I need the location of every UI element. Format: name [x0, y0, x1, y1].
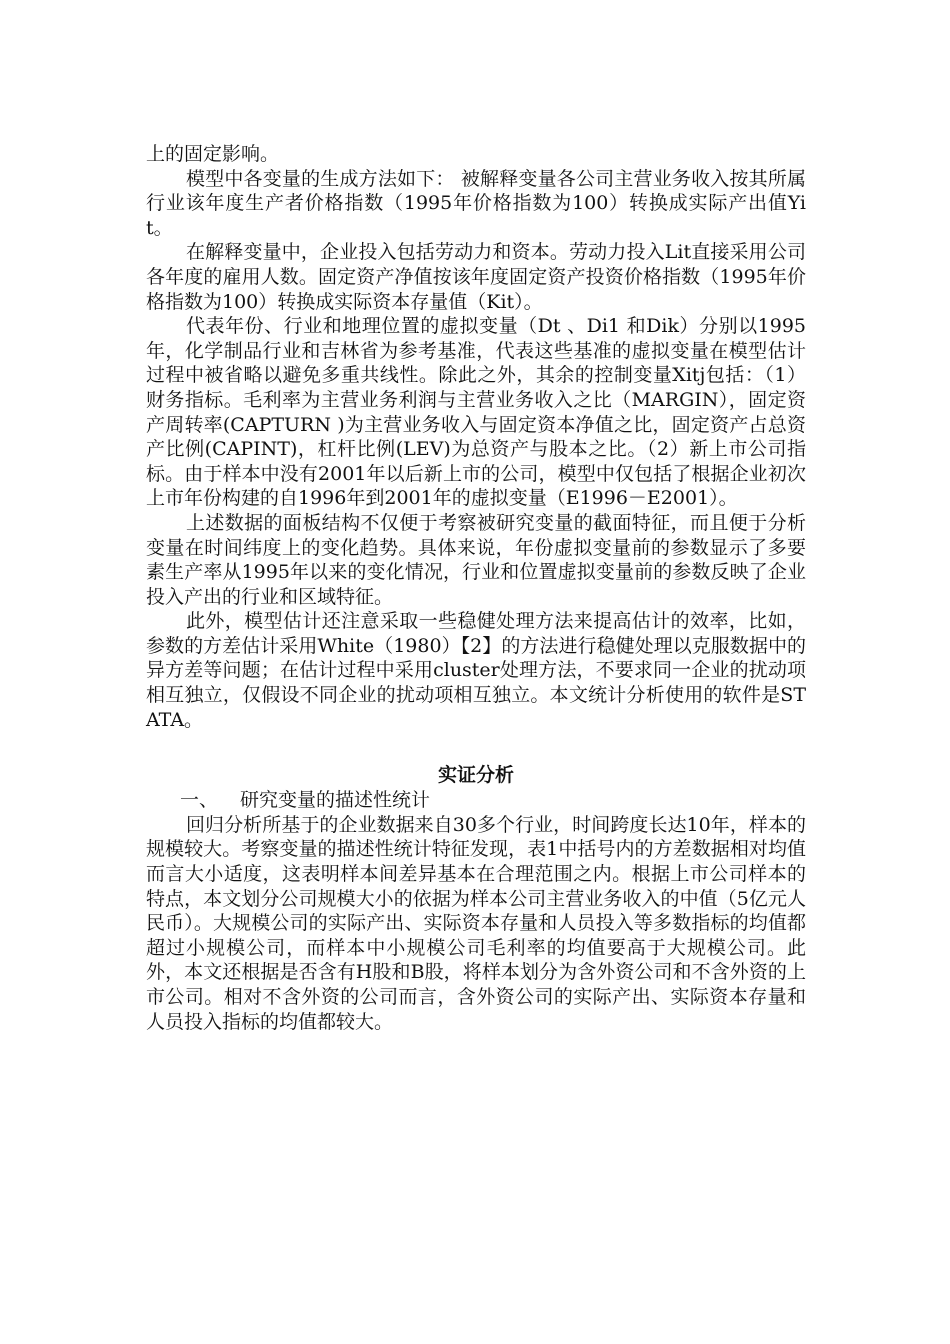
document-page — [146, 142, 806, 1034]
paragraph-descriptive-statistics: 回归分析所基于的企业数据来自30多个行业，时间跨度长达10年，样本的规模较大。考察变量的描述性统计特征发现，表1中括号内的方差数据相对均值而言大小适度，这表明样本间差异基本在合理范围之内。根据上市公司样本的特点，本文划分公司规模大小的依据为样本公司主营业务收入的中值（5亿元人民币）。大规模公司的实际产出、实际资本存量和人员投入等多数指标的均值都超过小规模公司，而样本中小规模公司毛利率的均值要高于大规模公司。此外，本文还根据是否含有H股和B股，将样本划分为含外资公司和不含外资的上市公司。相对不含外资的公司而言，含外资公司的实际产出、实际资本存量和人员投入指标的均值都较大。 — [146, 813, 806, 1033]
paragraph-continuation: 上的固定影响。 — [146, 143, 280, 165]
subsection-heading — [146, 788, 806, 813]
paragraph-dependent-variable: 模型中各变量的生成方法如下： 被解释变量各公司主营业务收入按其所属行业该年度生产者价格指数（1995年价格指数为100）转换成实际产出值Yit。 — [146, 167, 806, 239]
paragraph-panel-structure: 上述数据的面板结构不仅便于考察被研究变量的截面特征，而且便于分析变量在时间纬度上的变化趋势。具体来说，年份虚拟变量前的参数显示了多要素生产率从1995年以来的变化情况，行业和位置虚拟变量前的参数反映了企业投入产出的行业和区域特征。 — [146, 511, 806, 608]
paragraph-explanatory-variables: 在解释变量中，企业投入包括劳动力和资本。劳动力投入Lit直接采用公司各年度的雇用人数。固定资产净值按该年度固定资产投资价格指数（1995年价格指数为100）转换成实际资本存量值（Kit）。 — [146, 241, 806, 313]
paragraph-dummy-variables: 代表年份、行业和地理位置的虚拟变量（Dt 、Di1 和Dik）分别以1995年，化学制品行业和吉林省为参考基准，代表这些基准的虚拟变量在模型估计过程中被省略以避免多重共线性。除此之外，其余的控制变量Xitj包括：（1）财务指标。毛利率为主营业务利润与主营业务收入之比（MARGIN），固定资产周转率(CAPTURN )为主营业务收入与固定资本净值之比，固定资产占总资产比例(CAPINT)，杠杆比例(LEV)为总资产与股本之比。（2）新上市公司指标。由于样本中没有2001年以后新上市的公司，模型中仅包括了根据企业初次上市年份构建的自1996年到2001年的虚拟变量（E1996－E2001）。 — [146, 315, 806, 510]
paragraph-robust-estimation: 此外，模型估计还注意采取一些稳健处理方法来提高估计的效率，比如，参数的方差估计采用White（1980）【2】的方法进行稳健处理以克服数据中的异方差等问题；在估计过程中采用cluster处理方法，不要求同一企业的扰动项相互独立，仅假设不同企业的扰动项相互独立。本文统计分析使用的软件是STATA。 — [146, 610, 806, 731]
subsection-number: 一、 — [180, 789, 219, 812]
section-title: 实证分析 — [437, 764, 514, 787]
subsection-title: 研究变量的描述性统计 — [240, 789, 431, 812]
